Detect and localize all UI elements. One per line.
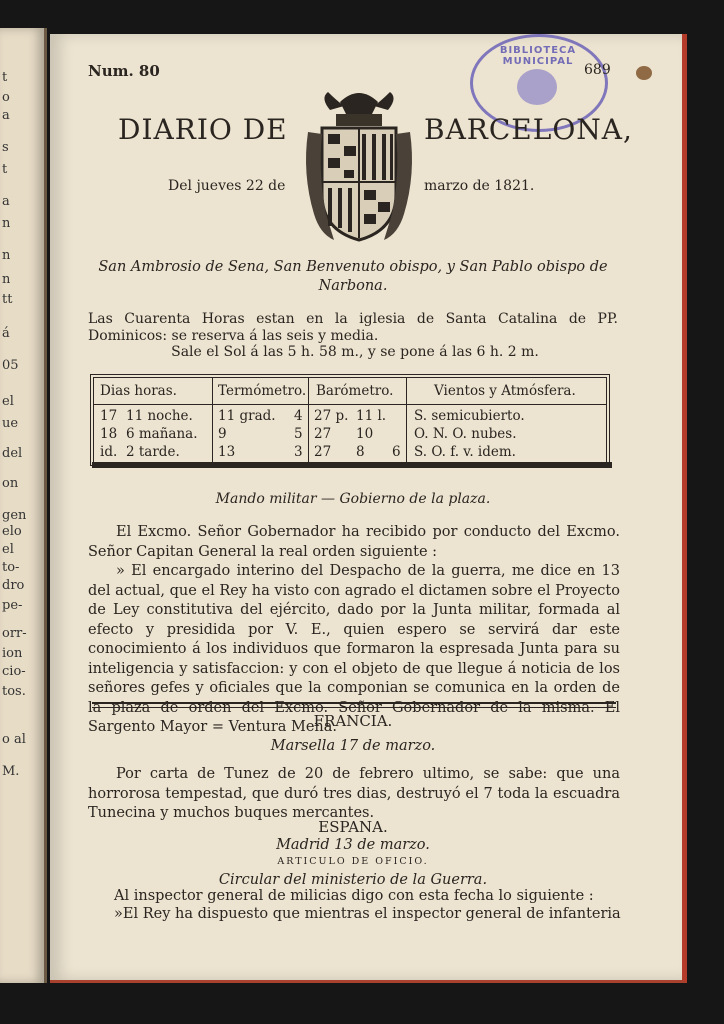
left-page-fragment: o (2, 90, 10, 105)
left-page-fragment: o al (2, 732, 26, 747)
left-page-fragment: 05 (2, 358, 19, 373)
weather-table (90, 374, 610, 466)
left-page-fragment: ion (2, 646, 23, 661)
masthead-title-left: DIARIO DE (118, 113, 288, 146)
francia-paragraph: Por carta de Tunez de 20 de febrero ultimo, se sabe: que una horrorosa tempestad, que duró tres dias, destruyó el 7 toda la escuadra Tunecina y muchos buques mercantes. (88, 766, 620, 821)
left-page-fragment: pe- (2, 598, 23, 613)
left-page-fragment: n (2, 216, 11, 231)
stamp-text: BIBLIOTECA MUNICIPAL (499, 45, 577, 67)
header-vientos: Vientos y Atmósfera. (434, 383, 576, 399)
table-divider (212, 378, 213, 462)
cell-winds: O. N. O. nubes. (414, 426, 517, 442)
cell-day: 18 (100, 426, 118, 442)
left-page-fragment: s (2, 140, 9, 155)
cell-temp: 13 (218, 444, 236, 460)
cell-hour: 11 noche. (126, 408, 193, 424)
cell-baro-lines: 10 (356, 426, 374, 442)
cell-hour: 2 tarde. (126, 444, 180, 460)
table-bottom-rule (92, 462, 612, 468)
cell-baro: 27 p. (314, 408, 349, 424)
cell-winds: S. semicubierto. (414, 408, 525, 424)
left-page-fragment: orr- (2, 626, 27, 641)
saints-of-the-day: San Ambrosio de Sena, San Benvenuto obispo, y San Pablo obispo de Narbona. (98, 259, 608, 294)
cell-baro: 27 (314, 426, 332, 442)
cell-temp: 11 grad. (218, 408, 276, 424)
left-page-fragment: t (2, 70, 8, 85)
espana-circular-title: Circular del ministerio de la Guerra. (218, 872, 488, 888)
section-divider (92, 702, 616, 708)
coat-of-arms-icon (300, 84, 418, 244)
cell-day: id. (100, 444, 118, 460)
left-page-fragment: n (2, 248, 11, 263)
cell-temp: 9 (218, 426, 227, 442)
espana-line-2: »El Rey ha dispuesto que mientras el inspector general de infanteria (114, 906, 621, 922)
left-page-fragment: del (2, 446, 23, 461)
sun-times: Sale el Sol á las 5 h. 58 m., y se pone á las 6 h. 2 m. (171, 344, 539, 360)
left-page-fragment: a (2, 108, 10, 123)
cell-temp-frac: 3 (294, 444, 303, 460)
left-page-fragment: tos. (2, 684, 26, 699)
left-page-fragment: elo (2, 524, 22, 539)
table-header-rule (94, 404, 606, 405)
military-paragraph-1: El Excmo. Señor Gobernador ha recibido por conducto del Excmo. Señor Capitan General la real orden siguiente : (88, 524, 620, 560)
forty-hours-notice: Las Cuarenta Horas estan en la iglesia de Santa Catalina de PP. Dominicos: se reserva á las seis y media. (88, 311, 618, 344)
left-page-edge (0, 28, 47, 983)
espana-line-1: Al inspector general de milicias digo con esta fecha lo siguiente : (114, 888, 594, 904)
francia-body (88, 765, 620, 824)
espana-dateline: Madrid 13 de marzo. (276, 837, 430, 853)
cell-hour: 6 mañana. (126, 426, 198, 442)
francia-heading: FRANCIA. (313, 712, 393, 730)
left-page-fragment: to- (2, 560, 20, 575)
left-page-fragment: ue (2, 416, 19, 431)
page-number: 689 (584, 62, 611, 78)
table-divider (308, 378, 309, 462)
left-page-fragment: á (2, 326, 10, 341)
cell-baro: 27 (314, 444, 332, 460)
left-page-fragment: dro (2, 578, 25, 593)
cell-temp-frac: 4 (294, 408, 303, 424)
header-barometro: Barómetro. (316, 383, 394, 399)
espana-heading: ESPANA. (318, 818, 388, 836)
military-heading: Mando militar — Gobierno de la plaza. (215, 491, 491, 507)
header-termometro: Termómetro. (218, 383, 307, 399)
cell-winds: S. O. f. v. idem. (414, 444, 516, 460)
left-page-fragment: a (2, 194, 10, 209)
cell-baro-frac: 6 (392, 444, 401, 460)
date-prefix: Del jueves 22 de (168, 178, 286, 194)
cell-day: 17 (100, 408, 118, 424)
masthead-title-right: BARCELONA, (424, 113, 633, 146)
espana-subhead: ARTICULO DE OFICIO. (277, 856, 429, 867)
left-page-fragment: t (2, 162, 8, 177)
table-divider (406, 378, 407, 462)
military-paragraph-2: » El encargado interino del Despacho de la guerra, me dice en 13 del actual, que el Rey ha visto con agrado el dictamen sobre el Proyecto de Ley constitutiva del ejército, dado por la Junta militar, formada al efecto y presidida por V. E., quien espero se servirá dar este conocimiento á los individuos que formaron la espresada Junta para su inteligencia y satisfaccion: y con el objeto de que llegue á noticia de los señores gefes y oficiales que la componian se comunica en la orden de la plaza de orden del Excmo. Señor Gobernador de la misma. El Sargento Mayor = Ventura Mena. (88, 563, 620, 735)
left-page-fragment: el (2, 394, 14, 409)
cell-temp-frac: 5 (294, 426, 303, 442)
date-suffix: marzo de 1821. (424, 178, 535, 194)
issue-number: Num. 80 (88, 62, 160, 80)
left-page-fragment: gen (2, 508, 27, 523)
left-page-fragment: tt (2, 292, 13, 307)
cell-baro-lines: 8 (356, 444, 365, 460)
francia-dateline: Marsella 17 de marzo. (270, 738, 436, 754)
left-page-fragment: M. (2, 764, 20, 779)
stain-spot (636, 66, 652, 80)
header-dias: Dias horas. (100, 383, 177, 399)
cell-baro-lines: 11 l. (356, 408, 387, 424)
left-page-fragment: n (2, 272, 11, 287)
left-page-fragment: cio- (2, 664, 26, 679)
left-page-fragment: on (2, 476, 19, 491)
stamp-emblem-icon (517, 69, 557, 105)
left-page-fragment: el (2, 542, 14, 557)
